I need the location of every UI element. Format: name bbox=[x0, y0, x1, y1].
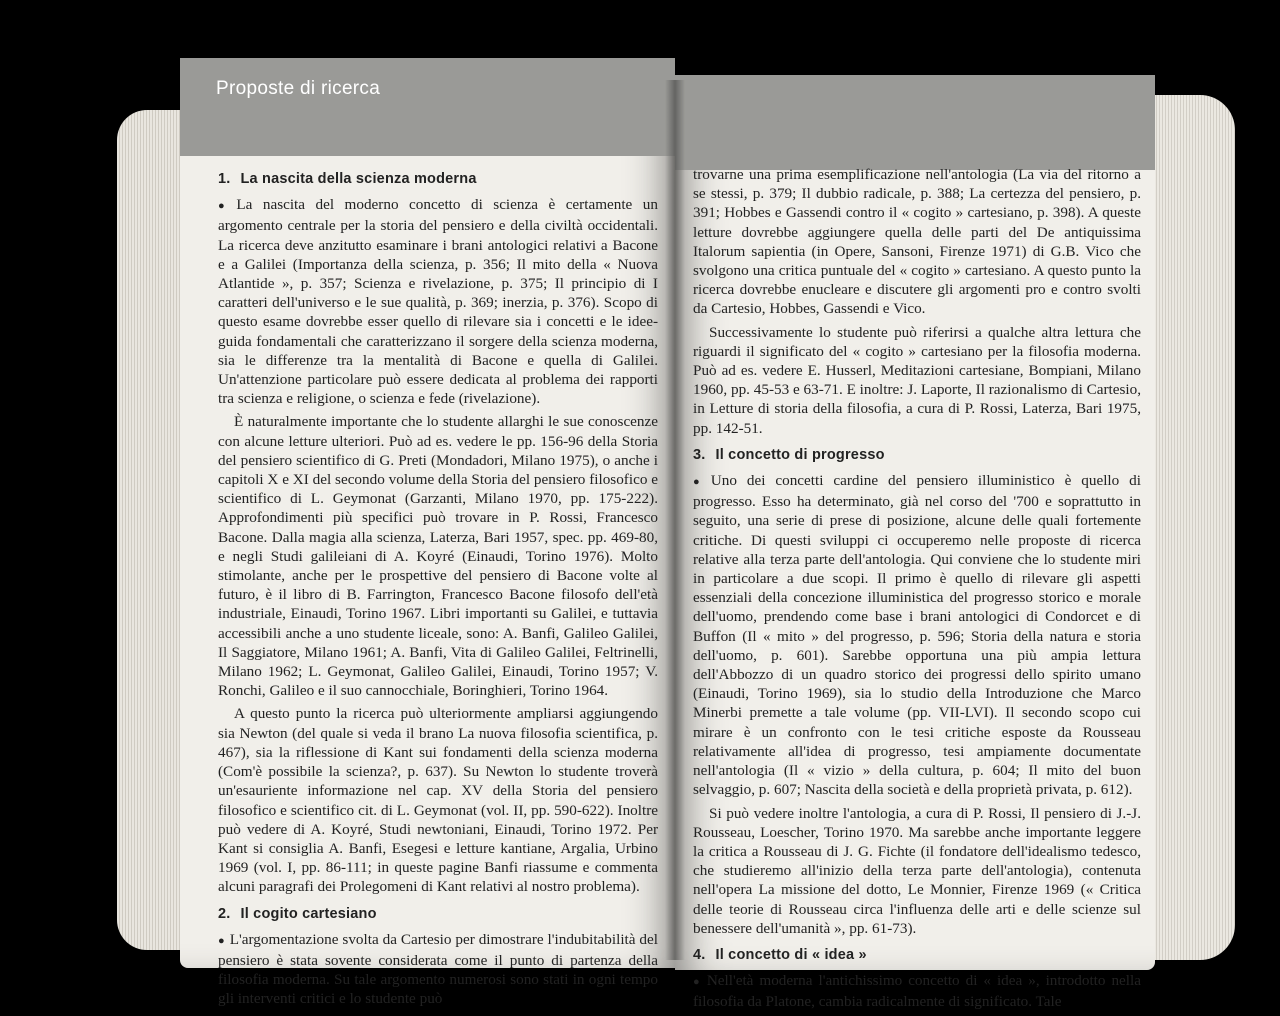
paragraph: A questo punto la ricerca può ulteriormente ampliarsi aggiungendo sia Newton (del quale si veda il brano La nuova filosofia scientifica, p. 467), sia la riflessione di Kant sui fondamenti della scienza moderna (Com'è possibile la scienza?, p. 637). Su Newton lo studente troverà un'esauriente informazione nel cap. XV della Storia del pensiero filosofico e scientifico cit. di L. Geymonat (vol. II, pp. 590-622). Inoltre può vedere di A. Koyré, Studi newtoniani, Einaudi, Torino 1972. Per Kant si consiglia A. Banfi, Esegesi e letture kantiane, Argalia, Urbino 1969 (vol. I, pp. 86-111; in queste pagine Banfi riassume e commenta alcuni paragrafi dei Prolegomeni di Kant relativi al nostro problema). bbox=[218, 705, 658, 896]
left-page-stack bbox=[117, 110, 187, 950]
header-band bbox=[180, 58, 675, 156]
section-heading-3: 3. Il concetto di progresso bbox=[693, 446, 885, 463]
paragraph: trovarne una prima esemplificazione nell'antologia (La via del ritorno a se stessi, p. 379; Il dubbio radicale, p. 388; La certezza del pensiero, p. 391; Hobbes e Gassendi contro il « cogito » cartesiano, p. 398). A queste letture dovrebbe aggiungere quella delle parti del De antiquissima Italorum sapientia (in Opere, Sansoni, Firenze 1971) di G.B. Vico che svolgono una critica puntuale del « cogito » cartesiano. A questo punto la ricerca dovrebbe enucleare e discutere gli argomenti pro e contro svolti da Cartesio, Hobbes, Gassendi e Vico. bbox=[693, 166, 1141, 318]
right-page-text bbox=[693, 165, 1141, 1016]
section-heading-1: 1. La nascita della scienza moderna bbox=[218, 171, 477, 187]
paragraph: ● La nascita del moderno concetto di scienza è certamente un argomento centrale per la storia del pensiero e della civiltà occidentali. La ricerca deve anzitutto esaminare i brani antologici relativi a Bacone e a Galilei (Importanza della scienza, p. 356; Il mito della « Nuova Atlantide », p. 357; Scienza e rivelazione, p. 375; Il principio di I caratteri dell'universo e le sue qualità, p. 369; inerzia, p. 376). Scopo di questo esame dovrebbe esser quello di rilevare sia i concetti e le idee-guida fondamentali che caratterizzano il sorgere della scienza moderna, sia le differenze tra la mentalità di Bacone e quella di Galilei. Un'attenzione particolare può essere dedicata al problema dei rapporti tra scienza e religione, o scienza e fede (rivelazione). bbox=[218, 196, 658, 408]
paragraph: Si può vedere inoltre l'antologia, a cura di P. Rossi, Il pensiero di J.-J. Rousseau, Loescher, Torino 1970. Ma sarebbe anche importante leggere la critica a Rousseau di J. G. Fichte (il fondatore dell'idealismo tedesco, che studieremo all'inizio della terza parte dell'antologia), contenuta nell'opera La missione del dotto, Le Monnier, Firenze 1969 (« Critica delle teorie di Rousseau circa l'influenza delle arti e delle scienze sul benessere dell'umanità », pp. 61-73). bbox=[693, 804, 1141, 937]
section-heading-2: 2. Il cogito cartesiano bbox=[218, 905, 377, 922]
left-page-text bbox=[218, 162, 658, 1013]
bullet-icon: ● bbox=[693, 976, 702, 989]
paragraph: Successivamente lo studente può riferirsi a qualche altra lettura che riguardi il significato del « cogito » cartesiano per la filosofia moderna. Può ad es. vedere E. Husserl, Meditazioni cartesiane, Bompiani, Milano 1960, pp. 45-53 e 63-71. E inoltre: J. Laporte, Il razionalismo di Cartesio, in Letture di storia della filosofia, a cura di P. Rossi, Laterza, Bari 1975, pp. 142-51. bbox=[693, 323, 1141, 437]
paragraph: È naturalmente importante che lo studente allarghi le sue conoscenze con alcune letture ulteriori. Può ad es. vedere le pp. 156-96 della Storia del pensiero scientifico di G. Preti (Mondadori, Milano 1975), o anche i capitoli X e XI del secondo volume della Storia del pensiero filosofico e scientifico di L. Geymonat (Garzanti, Milano 1970, pp. 175-222). Approfondimenti più specifici può trovare in P. Rossi, Francesco Bacone. Dalla magia alla scienza, Laterza, Bari 1957, spec. pp. 469-80, e negli Studi galileiani di A. Koyré (Einaudi, Torino 1976). Molto stimolante, anche per le prospettive del pensiero di Bacone volte al futuro, è il libro di B. Farrington, Francesco Bacone filosofo dell'età industriale, Einaudi, Torino 1967. Libri importanti su Galilei, e tuttavia accessibili anche a uno studente liceale, sono: A. Banfi, Galileo Galilei, Il Saggiatore, Milano 1961; A. Banfi, Vita di Galileo Galilei, Feltrinelli, Milano 1962; L. Geymonat, Galileo Galilei, Einaudi, Torino 1957; V. Ronchi, Galileo e il suo cannocchiale, Boringhieri, Torino 1964. bbox=[218, 413, 658, 700]
section-heading-4: 4. Il concetto di « idea » bbox=[693, 946, 867, 963]
paragraph: ● Nell'età moderna l'antichissimo concetto di « idea », introdotto nella filosofia da Platone, cambia radicalmente di significato. Tale bbox=[693, 972, 1141, 1011]
open-book bbox=[95, 40, 1245, 1011]
book-spine-shadow bbox=[665, 80, 685, 960]
bullet-icon: ● bbox=[218, 200, 232, 213]
page-header-title: Proposte di ricerca bbox=[216, 78, 381, 99]
paragraph: ● Uno dei concetti cardine del pensiero illuministico è quello di progresso. Esso ha determinato, già nel corso del '700 e soprattutto in seguito, una serie di prese di posizione, alcune delle quali fortemente critiche. Di questi sviluppi ci occuperemo nelle proposte di ricerca relative alla terza parte dell'antologia. Qui conviene che lo studente miri in particolare a due scopi. Il primo è quello di rilevare gli aspetti essenziali della concezione illuministica del progresso storico e morale dell'uomo, prendendo come base i brani antologici di Condorcet e di Buffon (Il « mito » del progresso, p. 596; Storia della natura e storia dell'uomo, p. 601). Sarebbe opportuna una più ampia lettura dell'Abbozzo di un quadro storico dei progressi dello spirito umano (Einaudi, Torino 1969), sia lo studio della Introduzione che Marco Minerbi premette a tale volume (pp. VII-LVI). Il secondo scopo cui mirare è un confronto con le tesi critiche esposte da Rousseau relativamente all'idea di progresso, tesi ampiamente documentate nell'antologia (Il « vizio » della cultura, p. 604; Il mito del buon selvaggio, p. 607; Nascita della società e della proprietà privata, p. 612). bbox=[693, 472, 1141, 799]
right-page-stack bbox=[1145, 95, 1235, 960]
paragraph: ● L'argomentazione svolta da Cartesio per dimostrare l'indubitabilità del pensiero è stata sovente considerata come il punto di partenza della filosofia moderna. Su tale argomento numerosi sono stati in ogni tempo gli interventi critici e lo studente può bbox=[218, 930, 658, 1008]
right-page bbox=[675, 75, 1155, 1011]
left-page bbox=[180, 58, 675, 1008]
bullet-icon: ● bbox=[693, 476, 706, 489]
bullet-icon: ● bbox=[218, 934, 225, 947]
header-band-right bbox=[675, 75, 1155, 170]
